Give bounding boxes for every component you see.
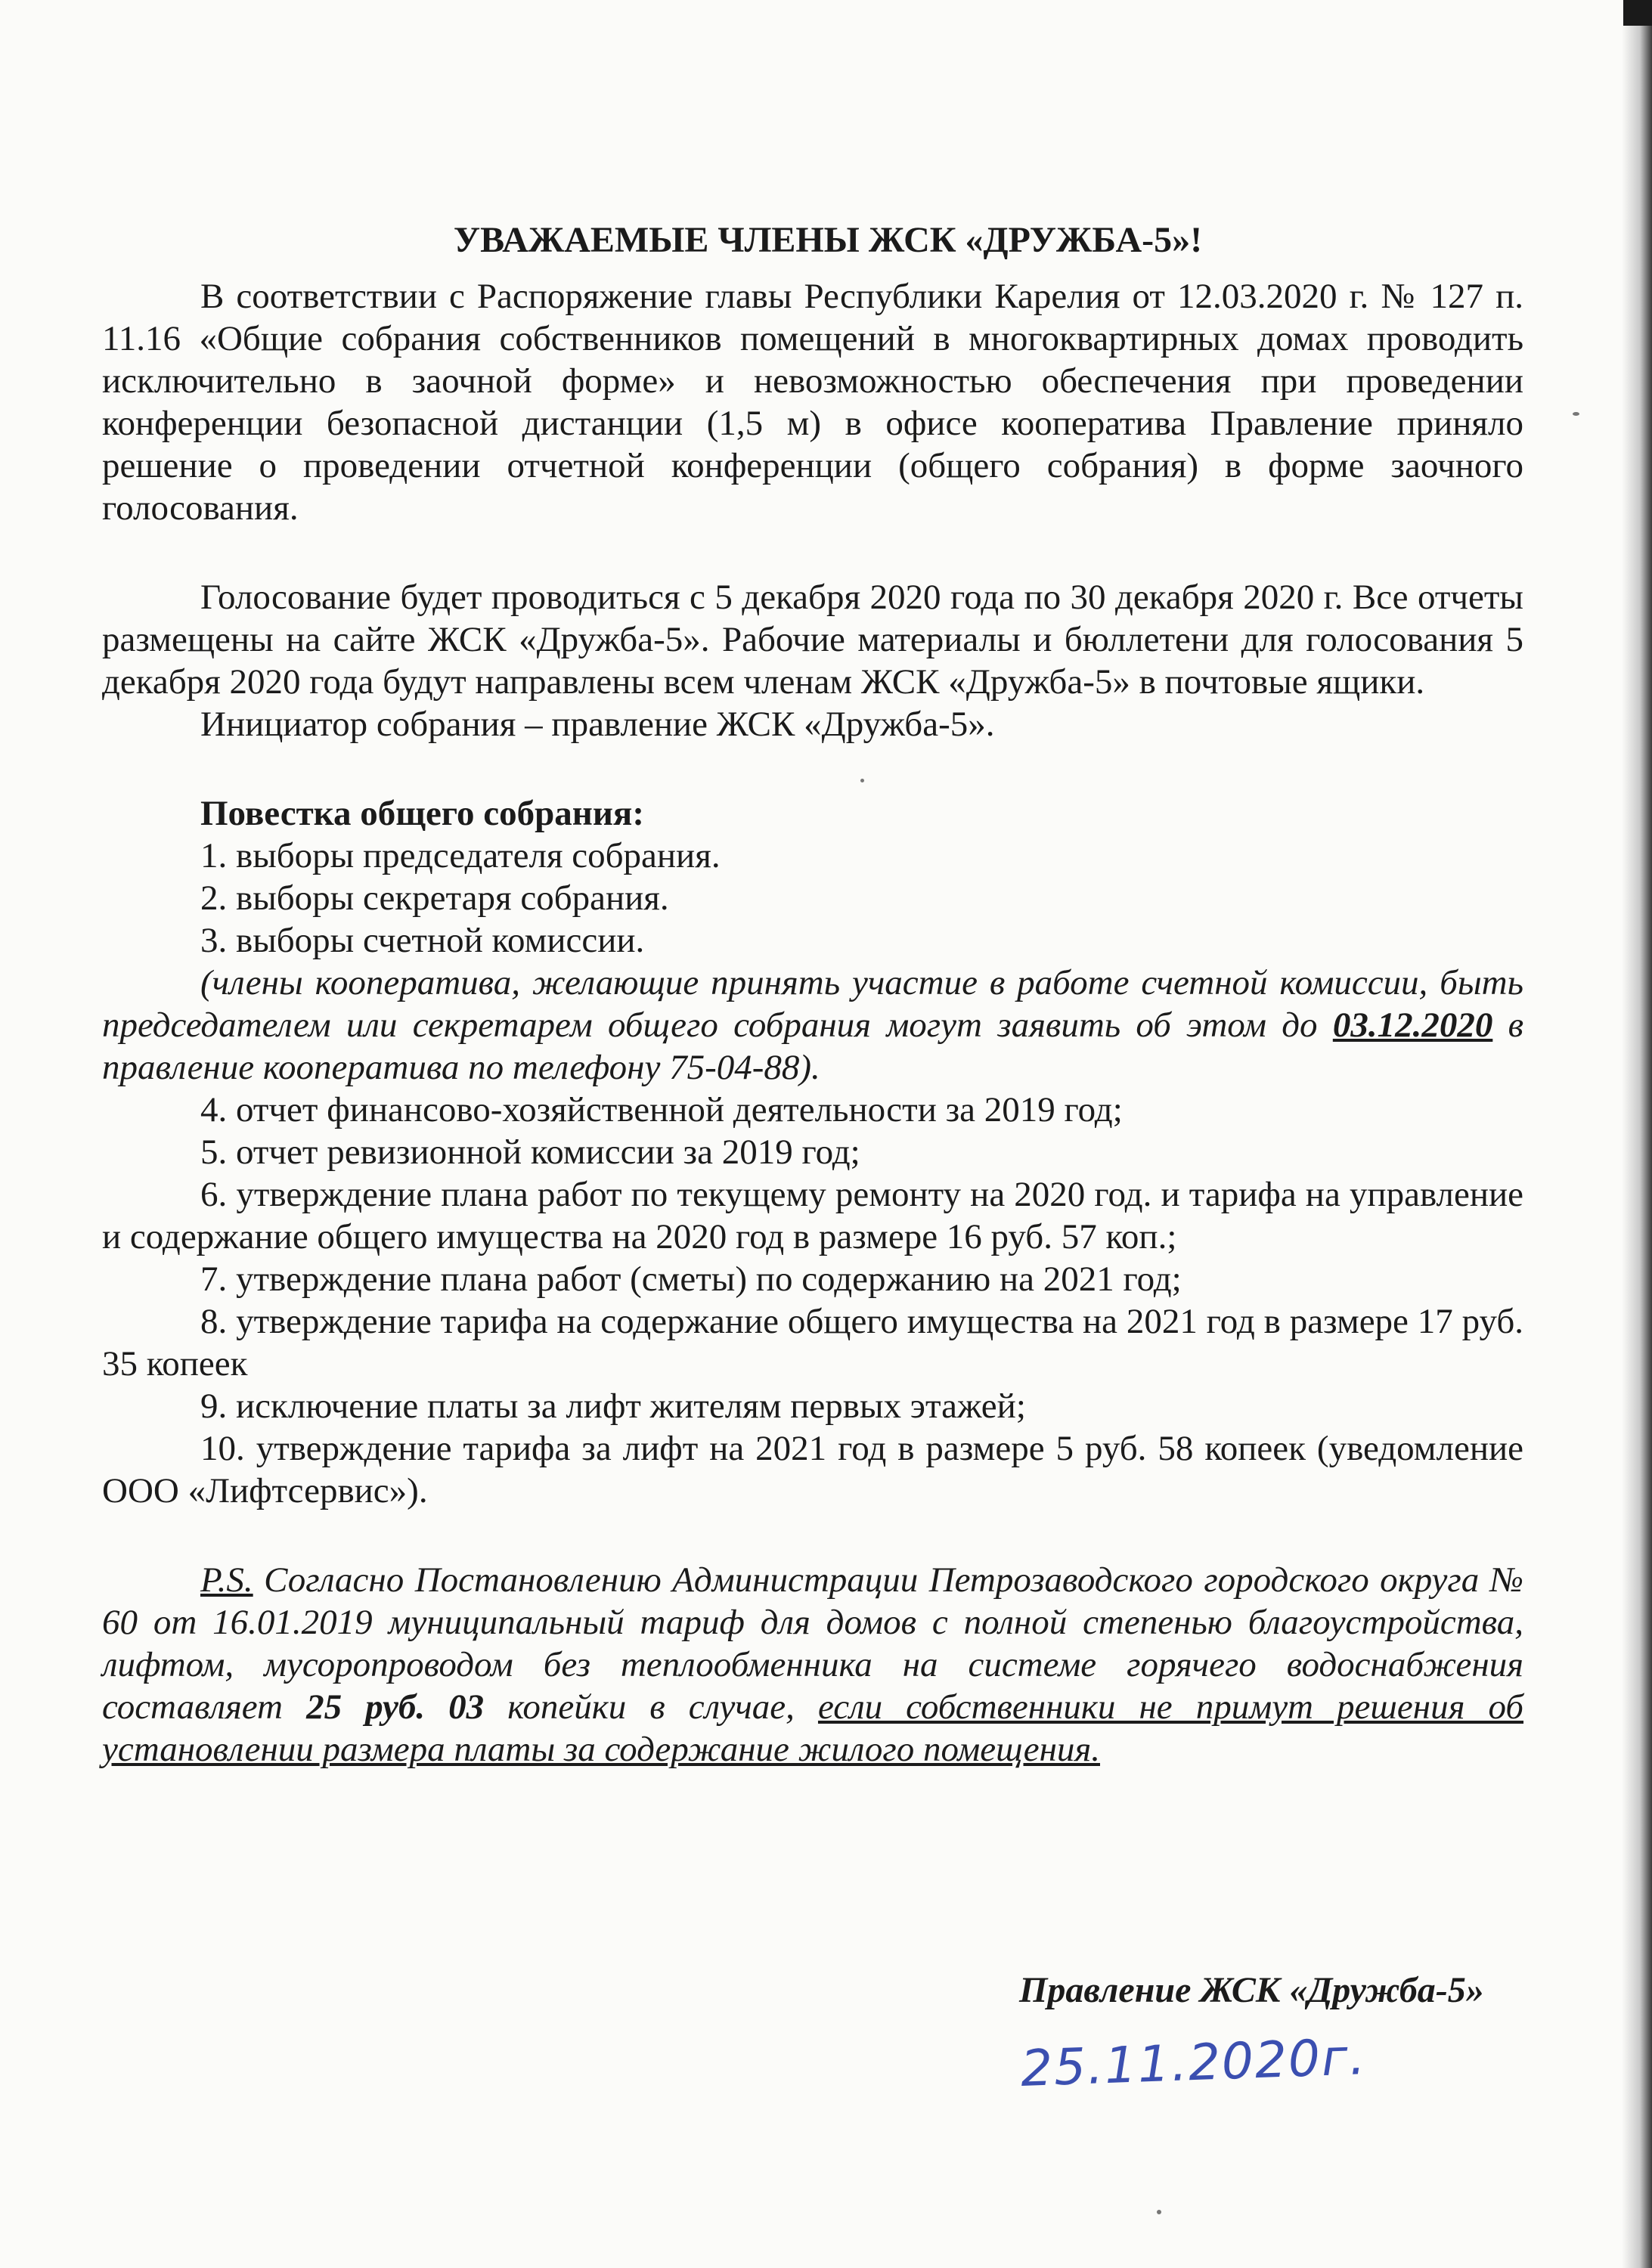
paragraph-voting: Голосование будет проводиться с 5 декабря 2020 года по 30 декабря 2020 г. Все отчеты размещены на сайте ЖСК «Дружба-5». Рабочие материалы и бюллетени для голосования 5 декабря 2020 года будут направлены всем членам ЖСК «Дружба-5» в почтовые ящики. (102, 578, 1523, 702)
agenda-note-date: 03.12.2020 (1332, 1005, 1493, 1045)
document-body (102, 219, 1523, 1771)
scan-corner (1623, 0, 1652, 26)
agenda-note-text-end: в правление кооператива по телефону 75-04-88). (102, 1005, 1523, 1087)
signature: Правление ЖСК «Дружба-5» (1019, 1970, 1484, 2010)
agenda-item-5: 5. отчет ревизионной комиссии за 2019 год; (200, 1132, 860, 1172)
agenda-item-3: 3. выборы счетной комиссии. (200, 921, 645, 960)
scan-speck (1573, 412, 1579, 416)
agenda-note (102, 962, 1523, 1089)
agenda-item-8: 8. утверждение тарифа на содержание общего имущества на 2021 год в размере 17 руб. 35 копеек (102, 1302, 1523, 1383)
ps-text: Согласно Постановлению Администрации Петрозаводского городского округа № 60 от 16.01.2019 муниципальный тариф для домов с полной степенью благоустройства, лифтом, мусоропроводом без теплообменника на системе горячего водоснабжения составляет (102, 1560, 1523, 1727)
agenda-item-7: 7. утверждение плана работ (сметы) по содержанию на 2021 год; (200, 1259, 1182, 1299)
agenda-title: Повестка общего собрания: (200, 794, 644, 833)
agenda-note-text: (члены кооператива, желающие принять участие в работе счетной комиссии, быть председателем или секретарем общего собрания могут заявить об этом до (102, 963, 1523, 1045)
agenda-item-10: 10. утверждение тарифа за лифт на 2021 год в размере 5 руб. 58 копеек (уведомление ООО «Лифтсервис»). (102, 1429, 1523, 1510)
paragraph-intro: В соответствии с Распоряжение главы Республики Карелия от 12.03.2020 г. № 127 п. 11.16 «Общие собрания собственников помещений в многоквартирных домах проводить исключительно в заочной форме» и невозможностью обеспечения при проведении конференции безопасной дистанции (1,5 м) в офисе кооператива Правление приняло решение о проведении отчетной конференции (общего собрания) в форме заочного голосования. (102, 277, 1523, 528)
ps-underlined-text: если собственники не примут решения об установлении размера платы за содержание жилого помещения. (102, 1687, 1524, 1769)
page-title: УВАЖАЕМЫЕ ЧЛЕНЫ ЖСК «ДРУЖБА-5»! (453, 220, 1203, 260)
ps-text-2: копейки в случае, (507, 1687, 795, 1727)
initiator-line: Инициатор собрания – правление ЖСК «Дружба-5». (200, 705, 995, 744)
scan-edge-shadow (1622, 0, 1652, 2268)
agenda-item-6: 6. утверждение плана работ по текущему ремонту на 2020 год. и тарифа на управление и содержание общего имущества на 2020 год в размере 16 руб. 57 коп.; (102, 1175, 1523, 1256)
scan-speck (1157, 2210, 1161, 2214)
ps-amount: 25 руб. 03 (306, 1687, 485, 1727)
agenda-item-2: 2. выборы секретаря собрания. (200, 878, 669, 918)
agenda-item-9: 9. исключение платы за лифт жителям первых этажей; (200, 1387, 1026, 1426)
ps-label: P.S. (200, 1560, 253, 1600)
ps-note (102, 1559, 1523, 1771)
agenda-item-1: 1. выборы председателя собрания. (200, 836, 721, 875)
agenda-item-4: 4. отчет финансово-хозяйственной деятельности за 2019 год; (200, 1090, 1123, 1129)
handwritten-date: 25.11.2020г. (1019, 2028, 1368, 2098)
